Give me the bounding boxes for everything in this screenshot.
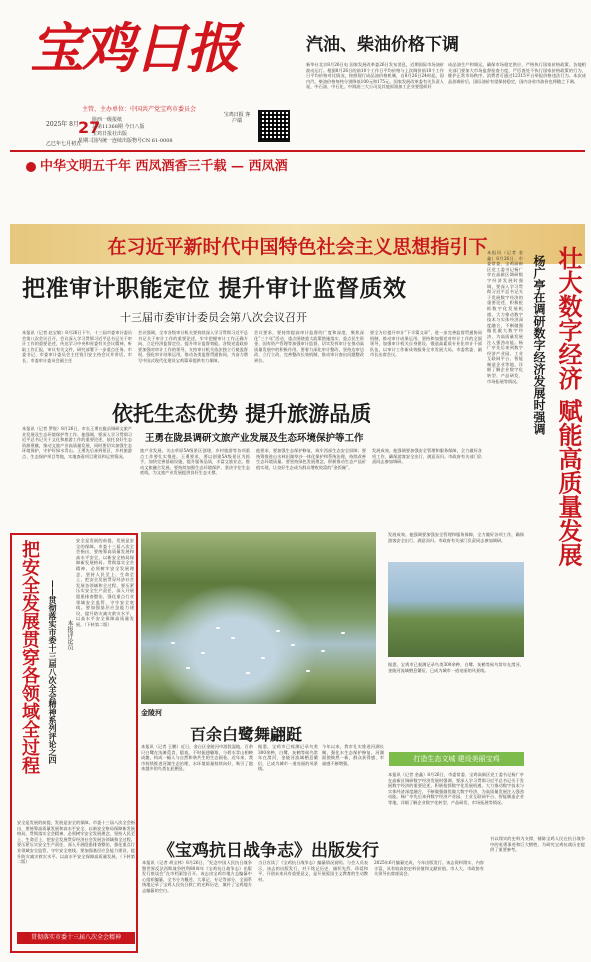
- article-column: 他要求，要加强生态保护修复，筑牢西部生态安全屏障；要统筹推进山水林田湖草沙一体化保护和系统治理，持续改善生态环境质量。要坚持绿色发展理念，积极推动生态产品价值实现，让良好生态成为群众增收致富的“金饭碗”。: [256, 448, 366, 470]
- logo-icon: [26, 162, 36, 172]
- headline-book: 《宝鸡抗日战争志》出版发行: [158, 841, 379, 861]
- banner-title: 在习近平新时代中国特色社会主义思想指引下: [107, 236, 488, 258]
- article-column: 据悉，宝鸡市已观测记录鸟类300余种，白鹭、灰鹤等候鸟常年在渭河、金陵河流域栖息繁衍，已成为城市一道亮丽的风景线。: [388, 662, 524, 673]
- article-column: 本报讯（记者 赵宝敏）8月26日下午，十三届市委审计委员会第八次会议召开，会议深入学习贯彻习近平总书记关于审计工作的重要论述，传达学习中央和省委有关会议精神，听取工作汇报，审议有关文件，研究部署下一步重点任务。市委书记、市委审计委员会主任钱引安主持会议并讲话，市长、市委审计委员会副主任: [22, 330, 132, 363]
- article-column: 发展成效。他强调要加强安全管理和服务保障，全力做好各项工作，确保游客安全出行、满意而归。市政府有关部门负责同志参加调研。: [372, 448, 482, 465]
- qr-code-icon[interactable]: [258, 110, 290, 142]
- article-column: 今年以来，我市扎实推进河湖长制，强化水生态保护修复，河湖面貌焕然一新，群众获得感、幸福感不断增强。: [322, 744, 384, 766]
- article-column: 当日宣读了《宝鸡抗日战争志》编纂情况说明。与会人员表示，该志的出版发行，对于铭记历史、缅怀先烈、珍爱和平、开创未来具有重要意义，是开展爱国主义教育的生动教材。: [258, 860, 368, 882]
- sponsor-slogan: [26, 155, 288, 177]
- masthead-subtitle: 主管、主办单位：中国共产党宝鸡市委员会: [82, 106, 197, 113]
- date-lunar: 乙巳年七月初五: [46, 141, 82, 147]
- commentary-body-cont: 安全是发展的前提，发展是安全的保障。市委十三届八次全会指出，要统筹高质量发展和高水平安全，以新安全格局保障新发展格局。贯彻落实全会精神，必须树牢安全发展理念，坚持人民至上、生命至上，把安全发展贯穿经济社会发展各领域和全过程。要压紧压实安全生产责任，深入开展隐患排查整治，强化重点行业领域安全监管，守牢安全底线。要加强基层应急能力建设，提升防灾减灾救灾水平。以高水平安全保障高质量发展。（下转第二版）: [17, 820, 135, 865]
- article-column: 要全方位提升审计“下半篇文章”，进一步完善监督贯通协同机制，推动审计成果运用。坚持和加强党对审计工作的全面领导，加强审计机关自身建设，锻造高素质专业化审计干部队伍，以审计工作新成效服务全市发展大局。市委常委、副市长出席会议。: [370, 330, 482, 358]
- article-column: 本报讯（记者 金鑫）8月26日，市委常委、宝鸡高新区党工委书记杨广亭在高新区调研数字经济发展时强调，要深入学习贯彻习近平总书记关于发展数字经济的重要论述，积极抢抓数字化发展机遇，大力推动数字技术与实体经济深度融合，不断做强做优做大数字经济，为高质量发展注入强劲动能。杨广亭先后来到数字经济产业园、工业互联网平台、智能制造企业等地，详细了解企业数字化转型、产品研发、市场拓展等情况。: [388, 772, 524, 805]
- commentary-title: 把安全发展贯穿各领域全过程: [19, 540, 40, 774]
- egret-photo: [141, 532, 376, 704]
- article-column: 新华社北京8月26日电 国家发展改革委26日发布消息，近期国际市场油价波动运行。根据8月26日的前10个工作日平均价格与上次调价前10个工作日平均价格对比情况，按照现行成品油价格机制，自8月26日24时起，国内汽、柴油价格每吨分别降低100元和175元。国家发展改革委有关负责人说，中石油、中石化、中海油三大公司及其他原油加工企业要组织好: [306, 62, 444, 90]
- ad-banner: 打造生态文城 建设美丽宝鸡: [389, 752, 524, 766]
- headline-audit: 把准审计职能定位 提升审计监督质效: [22, 276, 407, 302]
- masthead-title: 宝鸡日报: [30, 16, 238, 80]
- issue-line: 陕西一级报纸: [92, 117, 123, 123]
- article-column: 本报讯（记者 金鑫）8月26日，市委常委、宝鸡高新区党工委书记杨广亭在高新区调研数字经济发展时强调，要深入学习贯彻习近平总书记关于发展数字经济的重要论述，积极抢抓数字化发展机遇，大力推动数字技术与实体经济深度融合，不断做强做优做大数字经济，为高质量发展注入强劲动能。杨广亭先后来到数字经济产业园、工业互联网平台、智能制造企业等地，详细了解企业数字化转型、产品研发、市场拓展等情况。: [487, 250, 523, 384]
- headline-price: 汽油、柴油价格下调: [306, 35, 459, 55]
- commentary-subtitle: ——贯彻落实市委十三届八次全会精神系列评论之四: [48, 580, 58, 764]
- kicker-digital-economy: 杨广亭在调研数字经济发展时强调: [532, 255, 546, 435]
- headline-egrets: 百余白鹭舞翩跹: [190, 725, 303, 744]
- photo-kicker: 金陵河: [141, 708, 162, 717]
- article-column: 2025年6月编纂完成，今年出版发行。该志资料翔实、内容丰富，具有较高的史料价值和文献价值。市人大、市政协有关领导出席座谈会。: [374, 860, 484, 877]
- issue-line: 国内统一连续出版物号CN 61-0008: [92, 138, 173, 144]
- article-column: 本报讯（记者 王鹏）近日，金台区金陵河中游段湿地，百余只白鹭在浅滩觅食、嬉戏，不时振翅翱翔，与碧水青山相映成趣，构成一幅人与自然和谐共生的生态画卷。近年来，我市持续推进河湖生态治理，水环境质量持续向好，吸引了越来越多的鸟类在此栖息。: [141, 744, 253, 772]
- commentary-body: 安全是发展的前提，发展是安全的保障。市委十三届八次全会指出，要统筹高质量发展和高水平安全，以新安全格局保障新发展格局。贯彻落实全会精神，必须树牢安全发展理念，坚持人民至上、生命至上，把安全发展贯穿经济社会发展各领域和全过程。要压紧压实安全生产责任，深入开展隐患排查整治，强化重点行业领域安全监管，守牢安全底线。要加强基层应急能力建设，提升防灾减灾救灾水平。以高水平安全保障高质量发展。（下转第二版）: [76, 538, 134, 627]
- article-column: 会议强调，全市各级审计机关要持续深入学习贯彻习近平总书记关于审计工作的重要论述，牢牢把握审计工作正确方向，立足经济监督定位，提升审计监督效能。各级党委政府要加强对审计工作的领导，支持审计机关依法独立行使监督权，强化审计结果运用，推动各类监督贯通协同，为奋力谱写中国式现代化建设宝鸡篇章提供有力保障。: [138, 330, 248, 363]
- headline-digital-economy: 壮大数字经济 赋能高质量发展: [554, 246, 582, 567]
- article-column: 本报讯（记者 罗锐）8月26日，市长王勇在陇县调研文旅产业发展及生态环境保护等工作。他强调，要深入学习贯彻习近平总书记关于文化和旅游工作的重要论述，依托良好生态资源禀赋，推动文旅产业高质量发展，同时要切实加强生态环境保护，守护好绿水青山。王勇先后来到景区、乡村旅游点、生态保护项目等地，实地查看项目建设和运营情况。: [22, 426, 132, 459]
- headline-tourism: 依托生态优势 提升旅游品质: [112, 402, 372, 426]
- article-column: 旅产业发展。关山草原5A级景区创建、乡村旅游等各项重点工作要扎实推进。王勇要求，要以创建5A级景区为抓手，加快完善基础设施，提升服务品质，丰富文旅业态，推动文旅融合发展。要持续加强生态环境保护，坚决守住生态底线，为文旅产业发展提供良好生态支撑。: [140, 448, 250, 476]
- article-column: 会议要求，要持续提高审计监督的广度和深度，聚焦深化“三个年”活动，重点围绕重大政策措施落实、重点民生资金、国有资产管理等加强审计监督，切实发挥审计在推动高质量发展中的积极作用。要着力深化审计整改，坚持边审边改、立行立改，完善整改长效机制，推动审计查出问题整改到位。: [254, 330, 364, 363]
- article-column: 发展成效。他强调要加强安全管理和服务保障，全力做好各项工作，确保游客安全出行、满意而归。市政府有关部门负责同志参加调研。: [388, 532, 524, 543]
- date-day: 27: [78, 118, 101, 137]
- article-column: 书以翔实的史料为支撑，铺陈宝鸡人民在抗日战争中的英勇事迹和巨大牺牲，为研究宝鸡抗战历史提供了重要参考。: [490, 836, 585, 853]
- date-year-month: 2025年 8月: [46, 121, 79, 128]
- subheadline-tourism: 王勇在陇县调研文旅产业发展及生态环境保护等工作: [145, 433, 364, 444]
- issue-line: 总第11368期 今日八版: [92, 124, 145, 130]
- qr-caption: 宝鸡日报 客户端: [223, 112, 251, 124]
- issue-info: [92, 117, 192, 147]
- article-column: 本报讯（记者 胡宝林）8月26日，“纪念中国人民抗日战争暨世界反法西斯战争胜利80周年《宝鸡抗日战争志》出版发行座谈会”在市档案馆召开。该志由宝鸡市地方志编纂中心组织编纂，全书分为概述、大事记、专记等部分，全面系统地记录了宝鸡人民抗日救亡的光辉历史，填补了宝鸡地方志编纂的空白。: [142, 860, 252, 893]
- divider: [10, 150, 585, 152]
- article-column: 据悉，宝鸡市已观测记录鸟类300余种，白鹭、灰鹤等候鸟常年在渭河、金陵河流域栖息繁衍，已成为城市一道亮丽的风景线。: [258, 744, 318, 772]
- issue-line: 宝鸡日报社出版: [92, 131, 128, 137]
- subheadline-audit: 十三届市委审计委员会第八次会议召开: [120, 311, 307, 324]
- commentary-author: 本报评论员: [66, 620, 73, 650]
- date-weekday: 星期三: [78, 138, 94, 144]
- article-column: 成品油生产和调运，确保市场稳定供应，严格执行国家价格政策。各地相关部门要加大市场监督检查力度，严厉查处不执行国家价格政策的行为，维护正常市场秩序。消费者可通过12315平台举报价格违法行为。本次成品油调价后，国际油价有望保持稳定，国内各省市油价也将随之下调。: [448, 62, 586, 84]
- landscape-photo: [388, 562, 524, 657]
- slogan-text: 中华文明五千年 西凤酒香三千载 — 西凤酒: [40, 159, 288, 174]
- commentary-tag: 贯彻落实市委十三届八次全会精神: [17, 932, 135, 944]
